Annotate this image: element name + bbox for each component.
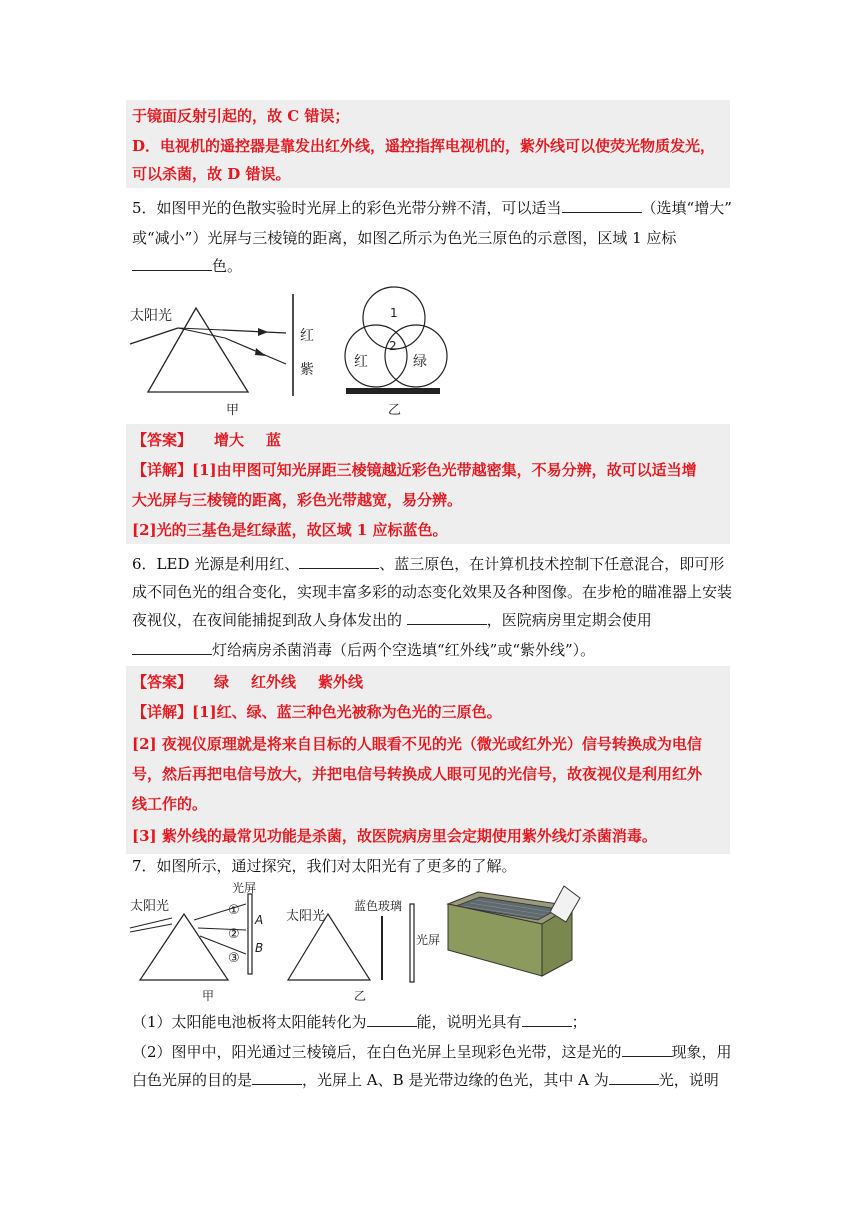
question-6-line: 夜视仪，在夜间能捕捉到敌人身体发出的 ，医院病房里定期会使用	[132, 611, 652, 629]
detail-line: 于镜面反射引起的，故 C 错误；	[132, 107, 350, 125]
red-label: 红	[300, 328, 314, 344]
region-1-label: ①	[228, 903, 240, 918]
region-2-label: ②	[228, 927, 240, 942]
answer-blank[interactable]	[562, 198, 642, 213]
answer-blank[interactable]	[299, 554, 379, 569]
answer-line: 【答案】 绿 红外线 紫外线	[132, 673, 364, 691]
prism-screen-figure	[128, 880, 278, 1004]
detail-line: 号，然后再把电信号放大，并把电信号转换成人眼可见的光信号，故夜视仪是利用红外	[132, 765, 703, 783]
region-1-label: 1	[390, 306, 398, 320]
prism-dispersion-figure	[128, 288, 328, 418]
question-6-line: 6．LED 光源是利用红、 、蓝三原色，在计算机技术控制下任意混合，即可形	[132, 555, 725, 573]
answer-blank[interactable]	[132, 640, 212, 655]
color-circles-figure	[334, 280, 464, 420]
screen-label: 光屏	[232, 881, 257, 895]
sunlight-label: 太阳光	[130, 308, 172, 324]
question-6-line: 灯给病房杀菌消毒（后两个空选填“红外线”或“紫外线”）。	[132, 640, 732, 660]
figure-caption: 乙	[388, 403, 402, 418]
screen-rect	[410, 904, 414, 982]
red-ray	[223, 330, 286, 333]
question-5-line: 5．如图甲光的色散实验时光屏上的彩色光带分辨不清，可以适当 （选填“增大”	[132, 199, 732, 217]
region-2-label: 2	[389, 339, 397, 353]
purple-label: 紫	[300, 362, 314, 378]
question-5-line: 色。	[132, 256, 732, 276]
detail-line: 可以杀菌，故 D 错误。	[132, 165, 291, 183]
answer-line: 【答案】 增大 蓝	[132, 431, 282, 449]
detail-line: [2]光的三基色是红绿蓝，故区域 1 应标蓝色。	[132, 521, 448, 539]
detail-line: 【详解】[1]红、绿、蓝三种色光被称为色光的三原色。	[132, 703, 502, 721]
detail-line: D．电视机的遥控器是靠发出红外线，遥控指挥电视机的，紫外线可以使荧光物质发光，	[132, 137, 716, 155]
answer-blank[interactable]	[522, 1012, 572, 1027]
sunlight-label: 太阳光	[286, 909, 326, 924]
incident-ray	[130, 328, 178, 344]
question-7-sub2: （2）图甲中，阳光通过三棱镜后，在白色光屏上呈现彩色光带，这是光的 现象，用	[132, 1043, 732, 1061]
question-7-line: 7．如图所示，通过探究，我们对太阳光有了更多的了解。	[132, 857, 517, 875]
red-label: 红	[354, 354, 368, 370]
green-label: 绿	[413, 354, 427, 370]
answer-blank[interactable]	[252, 1070, 302, 1085]
point-b-label: B	[255, 941, 264, 955]
figure-caption: 乙	[354, 989, 367, 1003]
detail-line: [3] 紫外线的最常见功能是杀菌，故医院病房里会定期使用紫外线灯杀菌消毒。	[132, 827, 657, 845]
question-6-line: 成不同色光的组合变化，实现丰富多彩的动态变化效果及各种图像。在步枪的瞄准器上安装	[132, 583, 733, 601]
region-3-label: ③	[228, 951, 240, 966]
point-a-label: A	[255, 913, 264, 927]
screen-label: 光屏	[416, 933, 441, 947]
blue-glass-figure	[282, 896, 441, 1004]
prism-shape	[140, 914, 228, 980]
base-bar	[346, 388, 440, 394]
question-5-line: 或“减小”）光屏与三棱镜的距离，如图乙所示为色光三原色的示意图，区域 1 应标	[132, 229, 677, 247]
detail-line: 大光屏与三棱镜的距离，彩色光带越宽，易分辨。	[132, 491, 463, 509]
figure-caption: 甲	[226, 403, 240, 418]
question-7-sub1: （1）太阳能电池板将太阳能转化为 能，说明光具有 ；	[132, 1013, 587, 1031]
answer-blank[interactable]	[407, 610, 487, 625]
question-7-sub2: 白色光屏的目的是 ，光屏上 A、B 是光带边缘的色光，其中 A 为 光，说明	[132, 1071, 719, 1089]
answer-blank[interactable]	[609, 1070, 659, 1085]
figure-caption: 甲	[202, 989, 215, 1003]
detail-line: 【详解】[1]由甲图可知光屏距三棱镜越近彩色光带越密集，不易分辨，故可以适当增	[132, 461, 697, 479]
screen-rect	[248, 894, 252, 974]
detail-line: [2] 夜视仪原理就是将来自目标的人眼看不见的光（微光或红外光）信号转换成为电信	[132, 735, 702, 753]
detail-line: 线工作的。	[132, 795, 208, 813]
blue-glass-label: 蓝色玻璃	[354, 899, 403, 913]
solar-box-figure	[442, 884, 582, 984]
sunlight-label: 太阳光	[130, 899, 170, 914]
answer-blank[interactable]	[622, 1042, 672, 1057]
purple-ray	[225, 338, 286, 364]
answer-blank[interactable]	[132, 256, 212, 271]
answer-blank[interactable]	[367, 1012, 417, 1027]
